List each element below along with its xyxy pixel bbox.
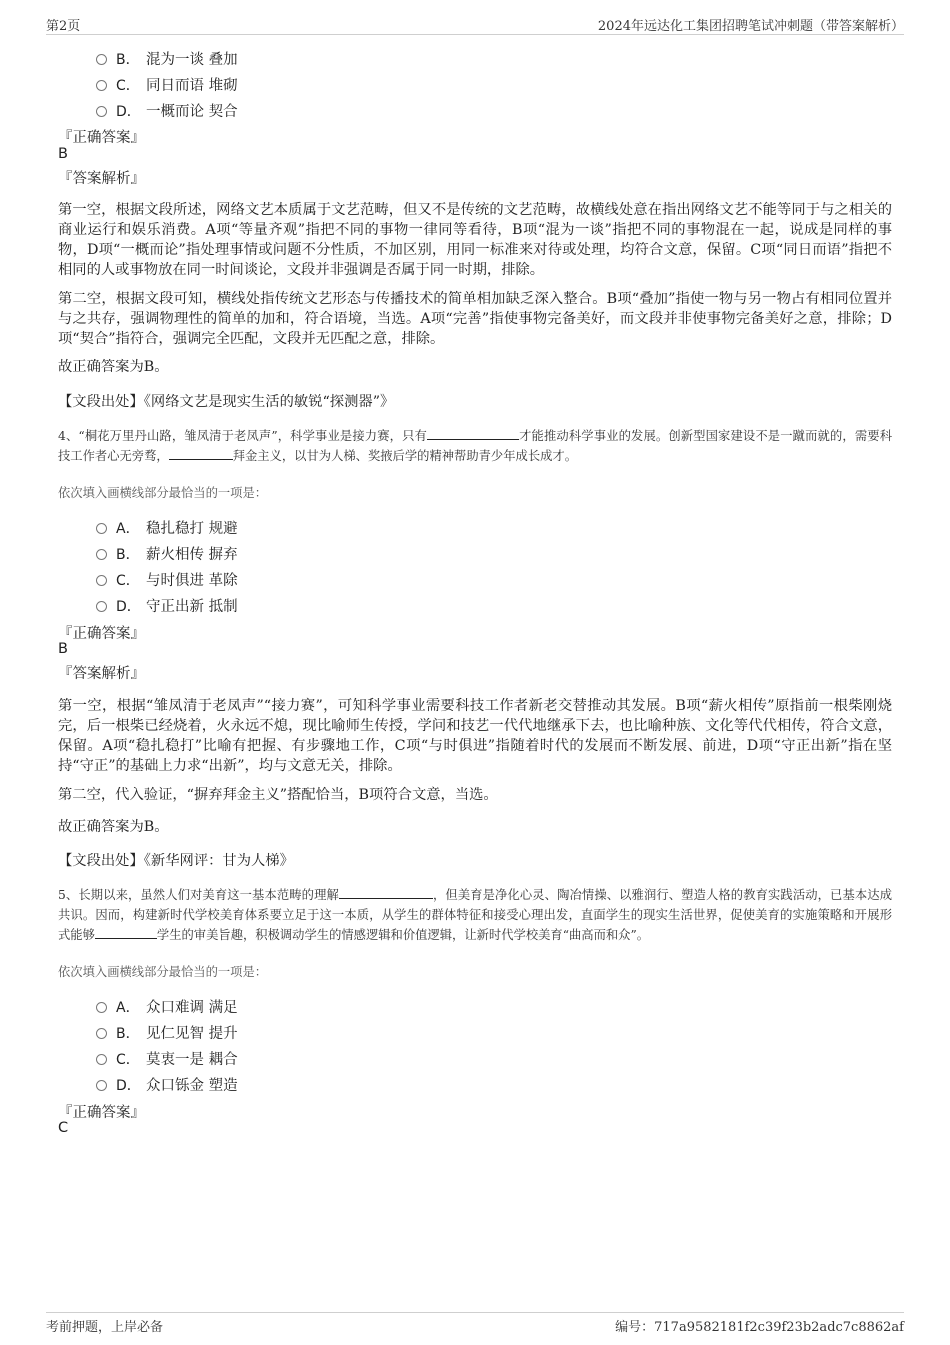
- blank-line: [95, 926, 157, 939]
- q4-prompt: 依次填入画横线部分最恰当的一项是：: [58, 486, 268, 500]
- q4-source: 【文段出处】《新华网评：甘为人梯》: [58, 853, 294, 869]
- q3-source: 【文段出处】《网络文艺是现实生活的敏锐“探测器”》: [58, 394, 395, 410]
- radio-icon[interactable]: [96, 1054, 107, 1065]
- page-number: 第2页: [46, 19, 81, 34]
- q3-analysis-paragraph-1: 第一空，根据文段所述，网络文艺本质属于文艺范畴，但又不是传统的文艺范畴，故横线处意在指出网络文艺不能等同于与之相关的商业运行和娱乐消费。A项“等量齐观”指把不同的事物一律同等看待，B项“混为一谈”指把不同的事物混在一起，说成是同样的事物，D项“一概而论”指处理事情或问题不分性质，不加区别，用同一标准来对待或处理，均符合文意，保留。C项“同日而语”指把不相同的人或事物放在同一时间谈论，文段并非强调是否属于同一时期，排除。: [58, 202, 892, 278]
- document-title: 2024年远达化工集团招聘笔试冲刺题（带答案解析）: [597, 19, 904, 34]
- q4-answer: B: [58, 641, 68, 657]
- blank-line: [339, 886, 433, 899]
- q4-option-b[interactable]: B． 薪火相传 摒弃: [96, 543, 238, 564]
- radio-icon[interactable]: [96, 523, 107, 534]
- q5-option-d[interactable]: D． 众口铄金 塑造: [96, 1074, 238, 1095]
- radio-icon[interactable]: [96, 575, 107, 586]
- q4-conclusion: 故正确答案为B。: [58, 819, 169, 835]
- q3-answer: B: [58, 146, 68, 162]
- blank-line: [427, 427, 519, 440]
- q5-option-c[interactable]: C． 莫衷一是 耦合: [96, 1048, 238, 1069]
- radio-icon[interactable]: [96, 1028, 107, 1039]
- q3-option-c[interactable]: C． 同日而语 堆砌: [96, 74, 238, 95]
- q3-answer-label: 『正确答案』: [58, 130, 145, 146]
- q4-analysis-paragraph-2: 第二空，代入验证，“摒弃拜金主义”搭配恰当，B项符合文意，当选。: [58, 787, 498, 803]
- radio-icon[interactable]: [96, 549, 107, 560]
- q4-option-c[interactable]: C． 与时俱进 革除: [96, 569, 238, 590]
- radio-icon[interactable]: [96, 1002, 107, 1013]
- q4-analysis-label: 『答案解析』: [58, 666, 145, 682]
- q4-answer-label: 『正确答案』: [58, 626, 145, 642]
- q5-option-b[interactable]: B． 见仁见智 提升: [96, 1022, 238, 1043]
- q4-stem: 4、“桐花万里丹山路，雏凤清于老凤声”，科学事业是接力赛，只有 才能推动科学事业的发展。创新型国家建设不是一蹴而就的，需要科技工作者心无旁骛， 拜金主义，以甘为人梯、奖掖后学的精神帮助青少年成长成才。: [58, 429, 892, 463]
- q3-analysis-paragraph-2: 第二空，根据文段可知，横线处指传统文艺形态与传播技术的简单相加缺乏深入整合。B项“叠加”指使一物与另一物占有相同位置并与之共存，强调物理性的简单的加和，符合语境，当选。A项“完善”指使事物完备美好，而文段并非使事物完备美好之意，排除；D项“契合”指符合，强调完全匹配，文段并无匹配之意，排除。: [58, 291, 892, 347]
- q3-conclusion: 故正确答案为B。: [58, 359, 169, 375]
- radio-icon[interactable]: [96, 80, 107, 91]
- page-header: [46, 14, 904, 35]
- q3-analysis-label: 『答案解析』: [58, 171, 145, 187]
- page-footer: [46, 1312, 904, 1335]
- q3-option-b[interactable]: B． 混为一谈 叠加: [96, 48, 238, 69]
- radio-icon[interactable]: [96, 601, 107, 612]
- q3-option-d[interactable]: D． 一概而论 契合: [96, 100, 238, 121]
- q5-answer-label: 『正确答案』: [58, 1105, 145, 1121]
- q5-answer: C: [58, 1120, 69, 1136]
- document-id: 编号：717a9582181f2c39f23b2adc7c8862af: [615, 1320, 904, 1335]
- radio-icon[interactable]: [96, 1080, 107, 1091]
- q4-analysis-paragraph-1: 第一空，根据“雏凤清于老凤声”“接力赛”，可知科学事业需要科技工作者新老交替推动其发展。B项“薪火相传”原指前一根柴刚烧完，后一根柴已经烧着，火永远不熄，现比喻师生传授，学问和技艺一代代地继承下去，也比喻种族、文化等代代相传，符合文意，保留。A项“稳扎稳打”比喻有把握、有步骤地工作，C项“与时俱进”指随着时代的发展而不断发展、前进，D项“守正出新”指在坚持“守正”的基础上力求“出新”，均与文意无关，排除。: [58, 698, 892, 774]
- blank-line: [169, 447, 233, 460]
- footer-slogan: 考前押题，上岸必备: [46, 1320, 164, 1335]
- q5-prompt: 依次填入画横线部分最恰当的一项是：: [58, 965, 268, 979]
- q4-option-d[interactable]: D． 守正出新 抵制: [96, 595, 238, 616]
- radio-icon[interactable]: [96, 106, 107, 117]
- q4-option-a[interactable]: A． 稳扎稳打 规避: [96, 517, 238, 538]
- radio-icon[interactable]: [96, 54, 107, 65]
- q5-stem: 5、长期以来，虽然人们对美育这一基本范畴的理解 ，但美育是净化心灵、陶冶情操、以雅润行、塑造人格的教育实践活动，已基本达成共识。因而，构建新时代学校美育体系要立足于这一本质，从学生的群体特征和接受心理出发，直面学生的现实生活世界，促使美育的实施策略和开展形式能够 学生的审美旨趣，积极调动学生的情感逻辑和价值逻辑，让新时代学校美育“曲高而和众”。: [58, 888, 892, 942]
- q5-option-a[interactable]: A． 众口难调 满足: [96, 996, 238, 1017]
